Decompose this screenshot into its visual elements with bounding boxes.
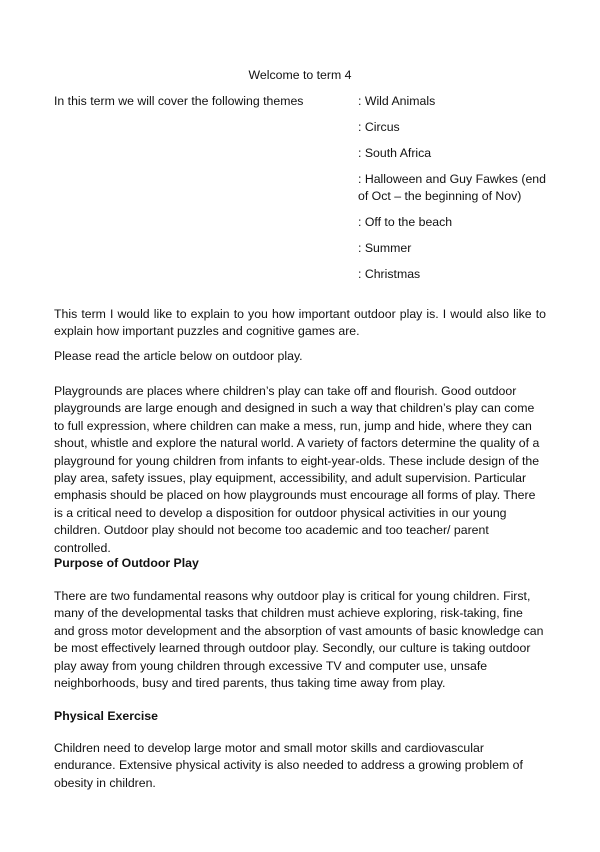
theme-item: : Off to the beach bbox=[358, 215, 453, 230]
themes-intro: In this term we will cover the following themes bbox=[54, 94, 304, 108]
heading-purpose: Purpose of Outdoor Play bbox=[54, 556, 199, 570]
theme-item: : Summer bbox=[358, 241, 412, 256]
theme-item: : South Africa bbox=[358, 146, 432, 160]
paragraph-read-article: Please read the article below on outdoor play. bbox=[54, 349, 303, 363]
theme-item: : Christmas bbox=[358, 267, 421, 282]
paragraph-purpose: There are two fundamental reasons why outdoor play is critical for young children. First, many of the developmental tasks that children must achieve exploring, risk-taking, fine and gross motor development and the absorption of vast amounts of basic knowledge can be most effectively learned through outdoor play. Secondly, our culture is taking outdoor play away from young children through excessive TV and computer use, unsafe neighborhoods, busy and tired parents, thus taking time away from play. bbox=[54, 589, 544, 691]
paragraph-physical-exercise: Children need to develop large motor and small motor skills and cardiovascular endurance. Extensive physical activity is also needed to address a growing problem of obesity in children. bbox=[54, 741, 523, 790]
theme-item: : Circus bbox=[358, 120, 400, 134]
theme-item: : Halloween and Guy Fawkes (end of Oct – the beginning of Nov) bbox=[358, 172, 546, 204]
themes-list bbox=[358, 93, 548, 292]
page-title: Welcome to term 4 bbox=[248, 68, 352, 82]
paragraph-explain: This term I would like to explain to you how important outdoor play is. I would also like to explain how important puzzles and cognitive games are. bbox=[54, 307, 546, 339]
theme-item: : Wild Animals bbox=[358, 94, 436, 108]
paragraph-playgrounds: Playgrounds are places where children’s play can take off and flourish. Good outdoor playgrounds are large enough and designed in such a way that children’s play can come to full expression, where children can make a mess, run, jump and hide, where they can shout, whistle and explore the natural world. A variety of factors determine the quality of a playground for young children from infants to eight-year-olds. These include design of the play area, safety issues, play equipment, accessibility, and adult supervision. Particular emphasis should be placed on how playgrounds must encourage all forms of play. There is a critical need to develop a disposition for outdoor physical activities in our young children. Outdoor play should not become too academic and too teacher/ parent controlled. bbox=[54, 384, 540, 555]
heading-physical-exercise: Physical Exercise bbox=[54, 709, 158, 723]
